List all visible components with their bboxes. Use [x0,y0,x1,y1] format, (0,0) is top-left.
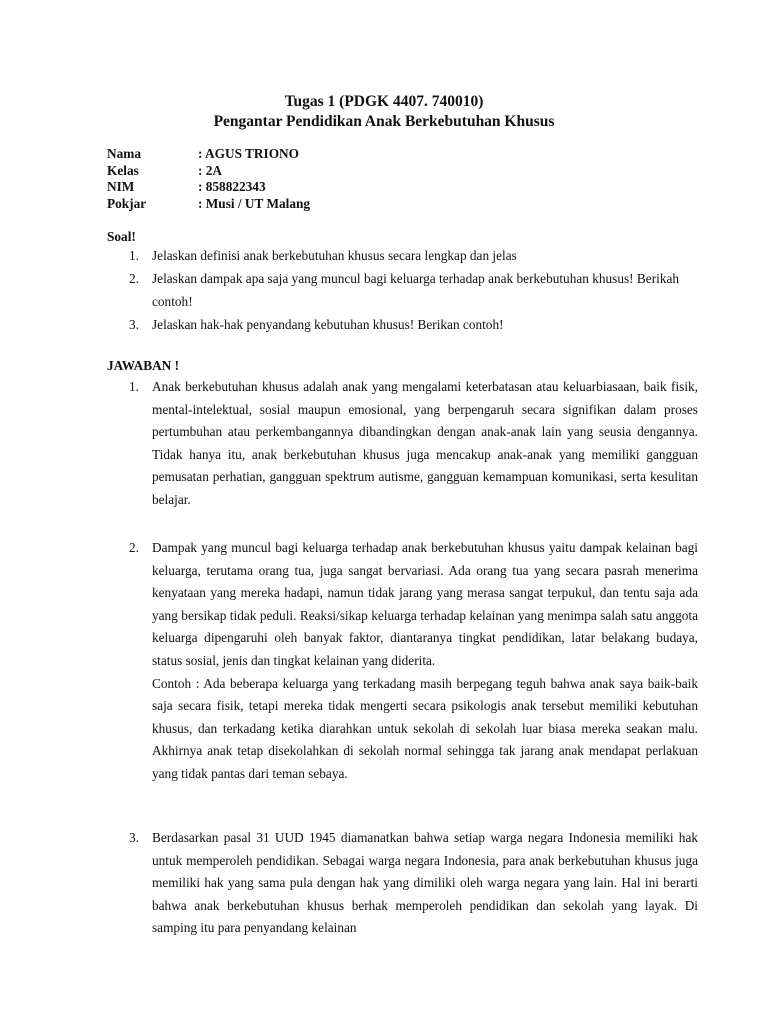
question-text: Jelaskan definisi anak berkebutuhan khusus secara lengkap dan jelas [152,248,517,263]
answer-item [107,537,698,786]
answer-number: 3. [129,830,139,845]
info-value: : AGUS TRIONO [198,146,299,161]
answer-2 [107,537,698,786]
info-label: Pokjar [107,195,147,211]
answer-example-paragraph: Contoh : Ada beberapa keluarga yang terkadang masih berpegang teguh bahwa anak saya baik-baik saja secara fisik, tetapi mereka tidak mengerti secara psikologis anak tersebut memiliki kebutuhan khusus, dan terkadang ketika diarahkan untuk sekolah di sekolah luar biasa mereka seakan malu. Akhirnya anak tetap disekolahkan di sekolah normal sehingga tak jarang anak mendapat perlakuan yang tidak pantas dari teman sebaya. [152,675,698,781]
answer-3 [107,827,698,940]
question-item [107,267,707,313]
info-row-nama [107,146,310,163]
question-number: 3. [129,317,139,332]
question-item [107,313,707,336]
answer-item [107,827,698,940]
info-label: Nama [107,146,141,161]
question-number: 1. [129,248,139,263]
answer-1 [107,376,698,512]
answer-paragraph: Dampak yang muncul bagi keluarga terhadap anak berkebutuhan khusus yaitu dampak kelainan bagi keluarga, terutama orang tua, juga sangat bervariasi. Ada orang tua yang secara pasrah menerima kenyataan yang mereka hadapi, namun tidak jarang yang merasa sangat terpukul, dan tentu saja ada yang bersikap tidak peduli. Reaksi/sikap keluarga terhadap kelainan yang menimpa salah satu anggota keluarga dipengaruhi oleh banyak faktor, diantaranya tingkat pendidikan, latar belakang budaya, status sosial, jenis dan tingkat kelainan yang diderita. [152,540,698,668]
info-row-pokjar [107,196,310,213]
question-number: 2. [129,271,139,286]
info-value: : 2A [198,162,223,178]
answer-number: 1. [129,379,139,394]
question-text: Jelaskan hak-hak penyandang kebutuhan khusus! Berikan contoh! [152,317,504,332]
question-item [107,244,707,267]
info-row-kelas [107,163,310,180]
answer-item [107,376,698,512]
jawaban-heading: JAWABAN ! [107,358,180,373]
info-value: : 858822343 [198,179,266,194]
doc-title-line2: Pengantar Pendidikan Anak Berkebutuhan Khusus [213,113,555,130]
answer-paragraph: Berdasarkan pasal 31 UUD 1945 diamanatkan bahwa setiap warga negara Indonesia memiliki hak untuk memperoleh pendidikan. Sebagai warga negara Indonesia, para anak berkebutuhan khusus juga memiliki hak yang sama pula dengan hak yang dimiliki oleh warga negara yang lain. Hal ini berarti bahwa anak berkebutuhan khusus berhak memperoleh pendidikan dan sekolah yang layak. Di samping itu para penyandang kelainan [152,830,698,936]
student-info [107,146,310,212]
question-list [107,244,707,336]
answer-paragraph: Anak berkebutuhan khusus adalah anak yang mengalami keterbatasan atau keluarbiasaan, baik fisik, mental-intelektual, sosial maupun emosional, yang berpengaruh secara signifikan dalam proses pertumbuhan atau perkembangannya dibandingkan dengan anak-anak lain yang seusia dengannya. Tidak hanya itu, anak berkebutuhan khusus juga mencakup anak-anak yang memiliki gangguan pemusatan perhatian, gangguan spektrum autisme, gangguan kemampuan komunikasi, serta kesulitan belajar. [152,379,698,507]
answer-number: 2. [129,540,139,555]
soal-heading: Soal! [107,229,136,244]
doc-title-line1: Tugas 1 (PDGK 4407. 740010) [284,93,484,110]
info-value: : Musi / UT Malang [198,195,311,211]
question-text: Jelaskan dampak apa saja yang muncul bagi keluarga terhadap anak berkebutuhan khusus! Berikah contoh! [152,271,680,309]
info-row-nim [107,179,310,196]
info-label: Kelas [107,162,139,178]
info-label: NIM [107,179,135,194]
